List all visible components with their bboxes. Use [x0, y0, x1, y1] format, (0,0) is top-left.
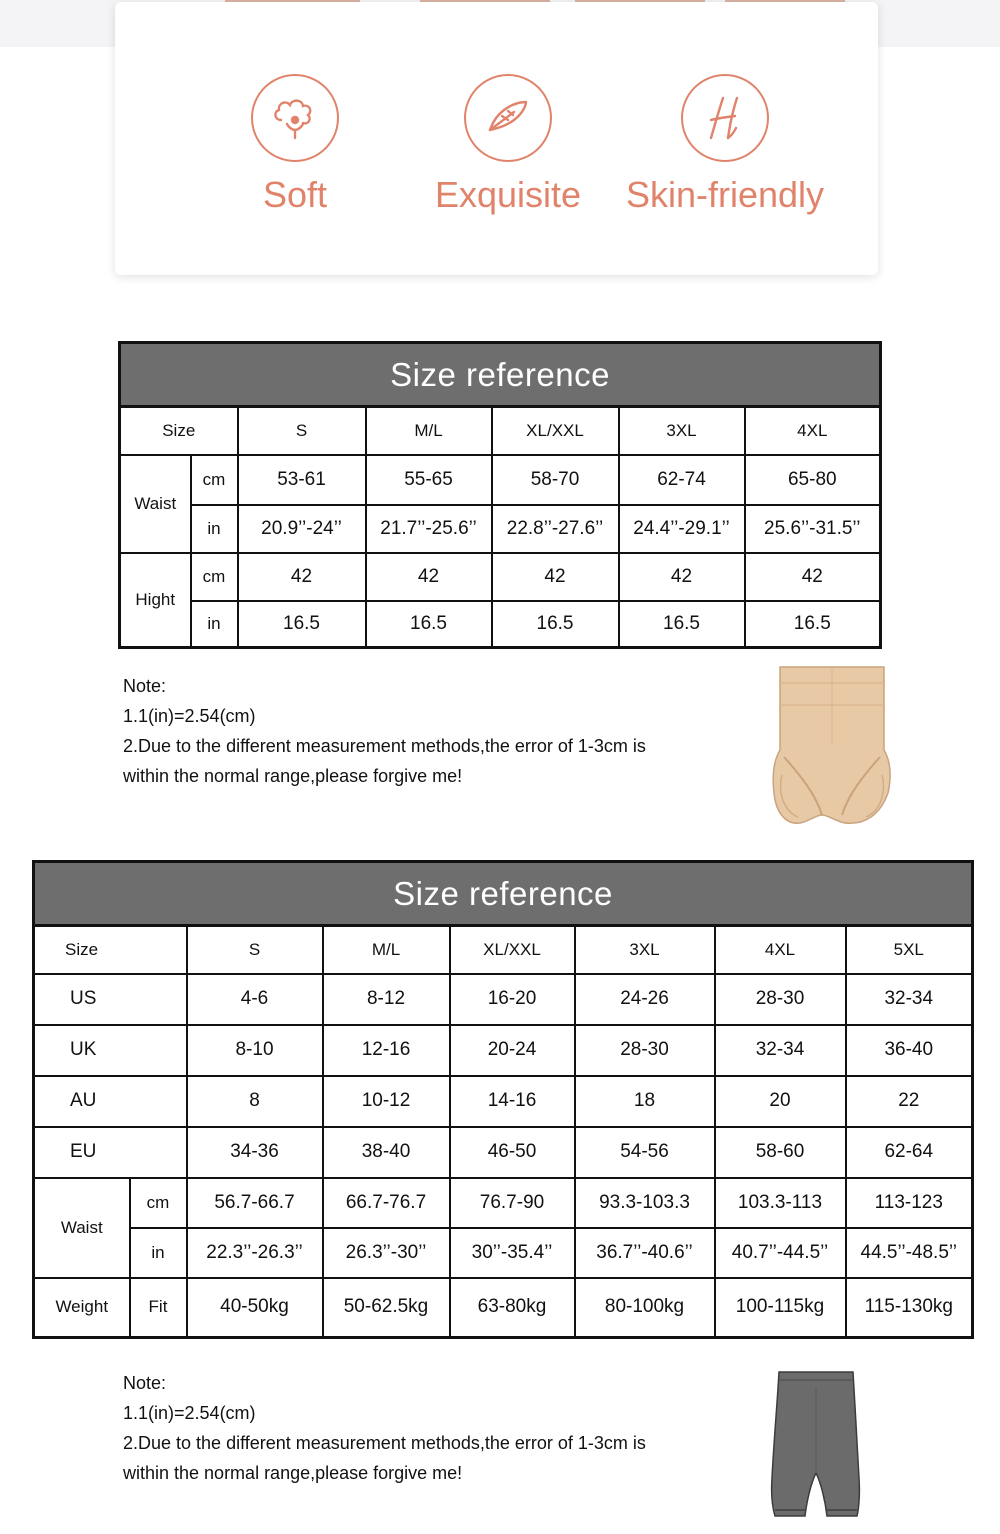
- unit-cm: cm: [191, 455, 238, 505]
- table-cell: 24-26: [575, 974, 715, 1025]
- unit-cm: cm: [130, 1178, 187, 1228]
- table-cell: 76.7-90: [450, 1178, 575, 1228]
- note-block-2: [123, 1368, 646, 1488]
- table-cell: 42: [745, 553, 881, 601]
- table-cell: 26.3’’-30’’: [323, 1228, 450, 1278]
- table-title: Size reference: [34, 862, 973, 926]
- table-cell: 22.3’’-26.3’’: [187, 1228, 323, 1278]
- table-cell: 30’’-35.4’’: [450, 1228, 575, 1278]
- table-cell: 28-30: [715, 974, 846, 1025]
- note-line: 1.1(in)=2.54(cm): [123, 706, 256, 726]
- table-cell: 65-80: [745, 455, 881, 505]
- table-cell: 66.7-76.7: [323, 1178, 450, 1228]
- table-cell: 80-100kg: [575, 1278, 715, 1338]
- size-col-header: 4XL: [745, 407, 881, 455]
- waist-label: Waist: [120, 455, 191, 553]
- table-cell: 32-34: [715, 1025, 846, 1076]
- table-cell: 8: [187, 1076, 323, 1127]
- table-cell: 40.7’’-44.5’’: [715, 1228, 846, 1278]
- row-label-eu: EU: [34, 1127, 187, 1178]
- table-cell: 10-12: [323, 1076, 450, 1127]
- note-line: 2.Due to the different measurement methods,the error of 1-3cm is: [123, 736, 646, 756]
- size-reference-table-2: [32, 860, 974, 1339]
- table-cell: 44.5’’-48.5’’: [846, 1228, 973, 1278]
- table-cell: 50-62.5kg: [323, 1278, 450, 1338]
- table-cell: 93.3-103.3: [575, 1178, 715, 1228]
- table-cell: 115-130kg: [846, 1278, 973, 1338]
- table-cell: 4-6: [187, 974, 323, 1025]
- table-cell: 16-20: [450, 974, 575, 1025]
- weight-label: Weight: [34, 1278, 130, 1338]
- feature-card: [115, 2, 878, 275]
- table-cell: 8-12: [323, 974, 450, 1025]
- note-heading: Note:: [123, 676, 167, 696]
- size-col-header: M/L: [323, 926, 450, 974]
- table-cell: 8-10: [187, 1025, 323, 1076]
- table-cell: 16.5: [238, 601, 366, 648]
- cotton-icon: [251, 74, 339, 162]
- table-cell: 20.9’’-24’’: [238, 505, 366, 553]
- table-cell: 42: [238, 553, 366, 601]
- row-label-uk: UK: [34, 1025, 187, 1076]
- size-col-header: 4XL: [715, 926, 846, 974]
- table-cell: 42: [619, 553, 745, 601]
- table-cell: 42: [492, 553, 619, 601]
- note-heading: Note:: [123, 1373, 167, 1393]
- waist-label: Waist: [34, 1178, 130, 1278]
- row-label-au: AU: [34, 1076, 187, 1127]
- table-cell: 18: [575, 1076, 715, 1127]
- gray-shorts-image: [765, 1368, 865, 1523]
- table-cell: 58-70: [492, 455, 619, 505]
- table-cell: 14-16: [450, 1076, 575, 1127]
- skin-friendly-icon: [681, 74, 769, 162]
- size-col-header: S: [238, 407, 366, 455]
- table-cell: 16.5: [492, 601, 619, 648]
- size-col-header: 3XL: [575, 926, 715, 974]
- table-title: Size reference: [120, 343, 881, 407]
- fit-label: Fit: [130, 1278, 187, 1338]
- table-cell: 113-123: [846, 1178, 973, 1228]
- size-col-header: 5XL: [846, 926, 973, 974]
- feature-label: Soft: [262, 174, 328, 215]
- size-header: Size: [34, 926, 187, 974]
- table-cell: 24.4’’-29.1’’: [619, 505, 745, 553]
- table-cell: 103.3-113: [715, 1178, 846, 1228]
- feature-exquisite: [433, 74, 583, 216]
- size-header: Size: [120, 407, 238, 455]
- unit-cm: cm: [191, 553, 238, 601]
- table-cell: 53-61: [238, 455, 366, 505]
- feature-skin-friendly: [620, 74, 830, 216]
- table-cell: 62-74: [619, 455, 745, 505]
- table-cell: 63-80kg: [450, 1278, 575, 1338]
- feather-icon: [464, 74, 552, 162]
- table-cell: 32-34: [846, 974, 973, 1025]
- row-label-us: US: [34, 974, 187, 1025]
- table-cell: 55-65: [366, 455, 492, 505]
- table-cell: 58-60: [715, 1127, 846, 1178]
- table-cell: 25.6’’-31.5’’: [745, 505, 881, 553]
- table-cell: 22.8’’-27.6’’: [492, 505, 619, 553]
- beige-brief-image: [770, 665, 895, 830]
- table-cell: 40-50kg: [187, 1278, 323, 1338]
- size-col-header: S: [187, 926, 323, 974]
- table-cell: 22: [846, 1076, 973, 1127]
- table-cell: 34-36: [187, 1127, 323, 1178]
- unit-in: in: [191, 505, 238, 553]
- table-cell: 46-50: [450, 1127, 575, 1178]
- table-cell: 16.5: [745, 601, 881, 648]
- size-col-header: 3XL: [619, 407, 745, 455]
- note-line: within the normal range,please forgive me!: [123, 1463, 463, 1483]
- size-col-header: M/L: [366, 407, 492, 455]
- hight-label: Hight: [120, 553, 191, 648]
- note-line: within the normal range,please forgive me!: [123, 766, 463, 786]
- table-cell: 28-30: [575, 1025, 715, 1076]
- table-cell: 16.5: [619, 601, 745, 648]
- size-col-header: XL/XXL: [492, 407, 619, 455]
- table-cell: 36-40: [846, 1025, 973, 1076]
- table-cell: 62-64: [846, 1127, 973, 1178]
- feature-label: Skin-friendly: [625, 174, 825, 215]
- table-cell: 20: [715, 1076, 846, 1127]
- unit-in: in: [191, 601, 238, 648]
- size-reference-table-1: [118, 341, 882, 649]
- feature-label: Exquisite: [434, 174, 582, 215]
- size-col-header: XL/XXL: [450, 926, 575, 974]
- table-cell: 20-24: [450, 1025, 575, 1076]
- table-cell: 38-40: [323, 1127, 450, 1178]
- table-cell: 100-115kg: [715, 1278, 846, 1338]
- feature-soft: [225, 74, 365, 216]
- table-cell: 42: [366, 553, 492, 601]
- table-cell: 21.7’’-25.6’’: [366, 505, 492, 553]
- note-line: 1.1(in)=2.54(cm): [123, 1403, 256, 1423]
- table-cell: 56.7-66.7: [187, 1178, 323, 1228]
- unit-in: in: [130, 1228, 187, 1278]
- table-cell: 12-16: [323, 1025, 450, 1076]
- table-cell: 54-56: [575, 1127, 715, 1178]
- note-line: 2.Due to the different measurement methods,the error of 1-3cm is: [123, 1433, 646, 1453]
- note-block-1: [123, 671, 646, 791]
- table-cell: 36.7’’-40.6’’: [575, 1228, 715, 1278]
- table-cell: 16.5: [366, 601, 492, 648]
